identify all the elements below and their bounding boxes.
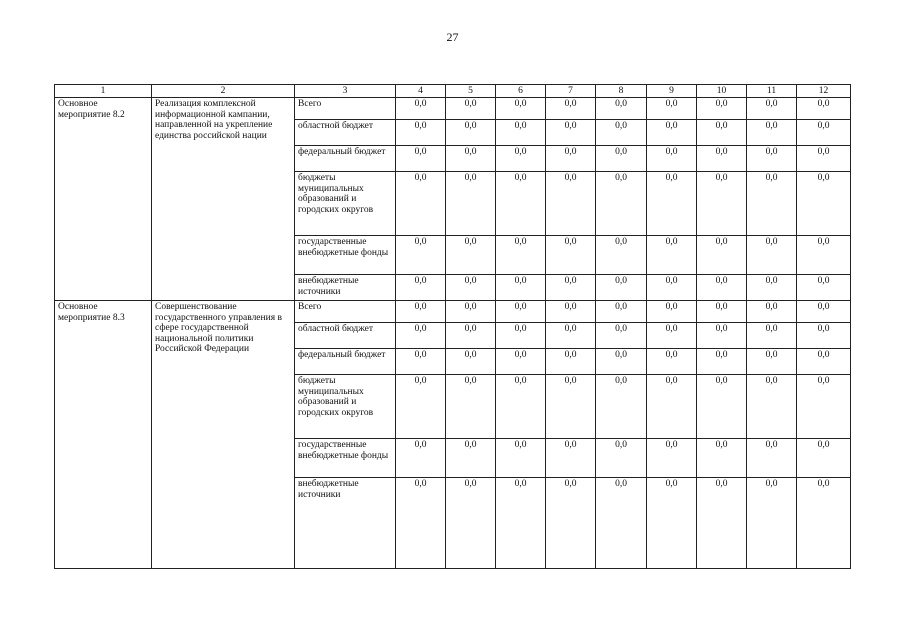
value-cell: 0,0 xyxy=(496,301,546,323)
value-cell: 0,0 xyxy=(446,236,496,275)
funding-source: федеральный бюджет xyxy=(295,146,396,172)
value-cell: 0,0 xyxy=(797,146,851,172)
value-cell: 0,0 xyxy=(546,439,596,478)
measure-description: Реализация комплексной информационной кампании, направленной на укрепление единства российской нации xyxy=(152,98,295,301)
table-row xyxy=(55,301,851,323)
value-cell: 0,0 xyxy=(747,275,797,301)
value-cell: 0,0 xyxy=(496,349,546,375)
funding-source: областной бюджет xyxy=(295,120,396,146)
measure-name: Основное мероприятие 8.3 xyxy=(55,301,152,569)
value-cell: 0,0 xyxy=(396,439,446,478)
value-cell: 0,0 xyxy=(496,478,546,569)
value-cell: 0,0 xyxy=(797,478,851,569)
column-header-5: 5 xyxy=(446,85,496,98)
value-cell: 0,0 xyxy=(647,478,697,569)
value-cell: 0,0 xyxy=(797,236,851,275)
value-cell: 0,0 xyxy=(396,478,446,569)
value-cell: 0,0 xyxy=(596,275,647,301)
value-cell: 0,0 xyxy=(446,146,496,172)
value-cell: 0,0 xyxy=(647,236,697,275)
value-cell: 0,0 xyxy=(797,172,851,236)
value-cell: 0,0 xyxy=(496,98,546,120)
funding-source: внебюджетные источники xyxy=(295,478,396,569)
column-header-9: 9 xyxy=(647,85,697,98)
value-cell: 0,0 xyxy=(546,98,596,120)
value-cell: 0,0 xyxy=(396,301,446,323)
funding-source: внебюджетные источники xyxy=(295,275,396,301)
value-cell: 0,0 xyxy=(496,120,546,146)
value-cell: 0,0 xyxy=(797,275,851,301)
column-header-11: 11 xyxy=(747,85,797,98)
value-cell: 0,0 xyxy=(647,323,697,349)
funding-source: государственные внебюджетные фонды xyxy=(295,439,396,478)
value-cell: 0,0 xyxy=(546,478,596,569)
value-cell: 0,0 xyxy=(647,349,697,375)
value-cell: 0,0 xyxy=(596,439,647,478)
value-cell: 0,0 xyxy=(396,98,446,120)
value-cell: 0,0 xyxy=(697,439,747,478)
value-cell: 0,0 xyxy=(747,478,797,569)
funding-source: бюджеты муниципальных образований и городских округов xyxy=(295,375,396,439)
value-cell: 0,0 xyxy=(797,349,851,375)
measure-name: Основное мероприятие 8.2 xyxy=(55,98,152,301)
value-cell: 0,0 xyxy=(546,375,596,439)
value-cell: 0,0 xyxy=(596,478,647,569)
column-header-12: 12 xyxy=(797,85,851,98)
value-cell: 0,0 xyxy=(396,275,446,301)
value-cell: 0,0 xyxy=(797,439,851,478)
value-cell: 0,0 xyxy=(647,375,697,439)
value-cell: 0,0 xyxy=(596,172,647,236)
value-cell: 0,0 xyxy=(596,98,647,120)
value-cell: 0,0 xyxy=(647,275,697,301)
value-cell: 0,0 xyxy=(546,236,596,275)
value-cell: 0,0 xyxy=(496,146,546,172)
value-cell: 0,0 xyxy=(697,375,747,439)
column-header-8: 8 xyxy=(596,85,647,98)
column-header-1: 1 xyxy=(55,85,152,98)
value-cell: 0,0 xyxy=(596,301,647,323)
value-cell: 0,0 xyxy=(396,172,446,236)
value-cell: 0,0 xyxy=(446,478,496,569)
value-cell: 0,0 xyxy=(697,172,747,236)
value-cell: 0,0 xyxy=(446,439,496,478)
value-cell: 0,0 xyxy=(647,98,697,120)
value-cell: 0,0 xyxy=(596,120,647,146)
value-cell: 0,0 xyxy=(396,120,446,146)
value-cell: 0,0 xyxy=(496,172,546,236)
value-cell: 0,0 xyxy=(747,349,797,375)
value-cell: 0,0 xyxy=(747,323,797,349)
value-cell: 0,0 xyxy=(396,375,446,439)
header-row xyxy=(55,85,851,98)
column-header-2: 2 xyxy=(152,85,295,98)
value-cell: 0,0 xyxy=(446,323,496,349)
value-cell: 0,0 xyxy=(546,172,596,236)
column-header-4: 4 xyxy=(396,85,446,98)
column-header-6: 6 xyxy=(496,85,546,98)
funding-source: бюджеты муниципальных образований и городских округов xyxy=(295,172,396,236)
value-cell: 0,0 xyxy=(697,120,747,146)
table-row xyxy=(55,98,851,120)
value-cell: 0,0 xyxy=(396,349,446,375)
value-cell: 0,0 xyxy=(596,323,647,349)
value-cell: 0,0 xyxy=(697,275,747,301)
value-cell: 0,0 xyxy=(396,146,446,172)
value-cell: 0,0 xyxy=(546,146,596,172)
value-cell: 0,0 xyxy=(546,323,596,349)
value-cell: 0,0 xyxy=(797,98,851,120)
column-header-3: 3 xyxy=(295,85,396,98)
value-cell: 0,0 xyxy=(747,301,797,323)
value-cell: 0,0 xyxy=(446,275,496,301)
value-cell: 0,0 xyxy=(446,375,496,439)
value-cell: 0,0 xyxy=(747,98,797,120)
value-cell: 0,0 xyxy=(647,301,697,323)
funding-source: государственные внебюджетные фонды xyxy=(295,236,396,275)
value-cell: 0,0 xyxy=(747,146,797,172)
value-cell: 0,0 xyxy=(747,172,797,236)
value-cell: 0,0 xyxy=(697,236,747,275)
value-cell: 0,0 xyxy=(697,349,747,375)
value-cell: 0,0 xyxy=(697,323,747,349)
page-number: 27 xyxy=(446,30,459,44)
value-cell: 0,0 xyxy=(396,236,446,275)
value-cell: 0,0 xyxy=(496,439,546,478)
value-cell: 0,0 xyxy=(496,323,546,349)
column-header-10: 10 xyxy=(697,85,747,98)
funding-source: федеральный бюджет xyxy=(295,349,396,375)
funding-source: областной бюджет xyxy=(295,323,396,349)
value-cell: 0,0 xyxy=(697,301,747,323)
value-cell: 0,0 xyxy=(446,301,496,323)
value-cell: 0,0 xyxy=(797,120,851,146)
value-cell: 0,0 xyxy=(396,323,446,349)
value-cell: 0,0 xyxy=(446,120,496,146)
value-cell: 0,0 xyxy=(546,275,596,301)
value-cell: 0,0 xyxy=(747,236,797,275)
value-cell: 0,0 xyxy=(747,439,797,478)
value-cell: 0,0 xyxy=(496,275,546,301)
value-cell: 0,0 xyxy=(596,349,647,375)
value-cell: 0,0 xyxy=(546,301,596,323)
value-cell: 0,0 xyxy=(596,236,647,275)
value-cell: 0,0 xyxy=(496,375,546,439)
value-cell: 0,0 xyxy=(647,439,697,478)
value-cell: 0,0 xyxy=(546,349,596,375)
value-cell: 0,0 xyxy=(697,478,747,569)
value-cell: 0,0 xyxy=(697,98,747,120)
measure-description: Совершенствование государственного управления в сфере государственной национальной политики Российской Федерации xyxy=(152,301,295,569)
value-cell: 0,0 xyxy=(797,323,851,349)
value-cell: 0,0 xyxy=(546,120,596,146)
funding-source: Всего xyxy=(295,301,396,323)
value-cell: 0,0 xyxy=(647,146,697,172)
value-cell: 0,0 xyxy=(647,172,697,236)
value-cell: 0,0 xyxy=(496,236,546,275)
value-cell: 0,0 xyxy=(647,120,697,146)
value-cell: 0,0 xyxy=(797,301,851,323)
value-cell: 0,0 xyxy=(797,375,851,439)
value-cell: 0,0 xyxy=(596,146,647,172)
value-cell: 0,0 xyxy=(747,120,797,146)
value-cell: 0,0 xyxy=(446,349,496,375)
value-cell: 0,0 xyxy=(596,375,647,439)
value-cell: 0,0 xyxy=(747,375,797,439)
value-cell: 0,0 xyxy=(697,146,747,172)
budget-table xyxy=(54,84,851,569)
funding-source: Всего xyxy=(295,98,396,120)
value-cell: 0,0 xyxy=(446,98,496,120)
column-header-7: 7 xyxy=(546,85,596,98)
value-cell: 0,0 xyxy=(446,172,496,236)
